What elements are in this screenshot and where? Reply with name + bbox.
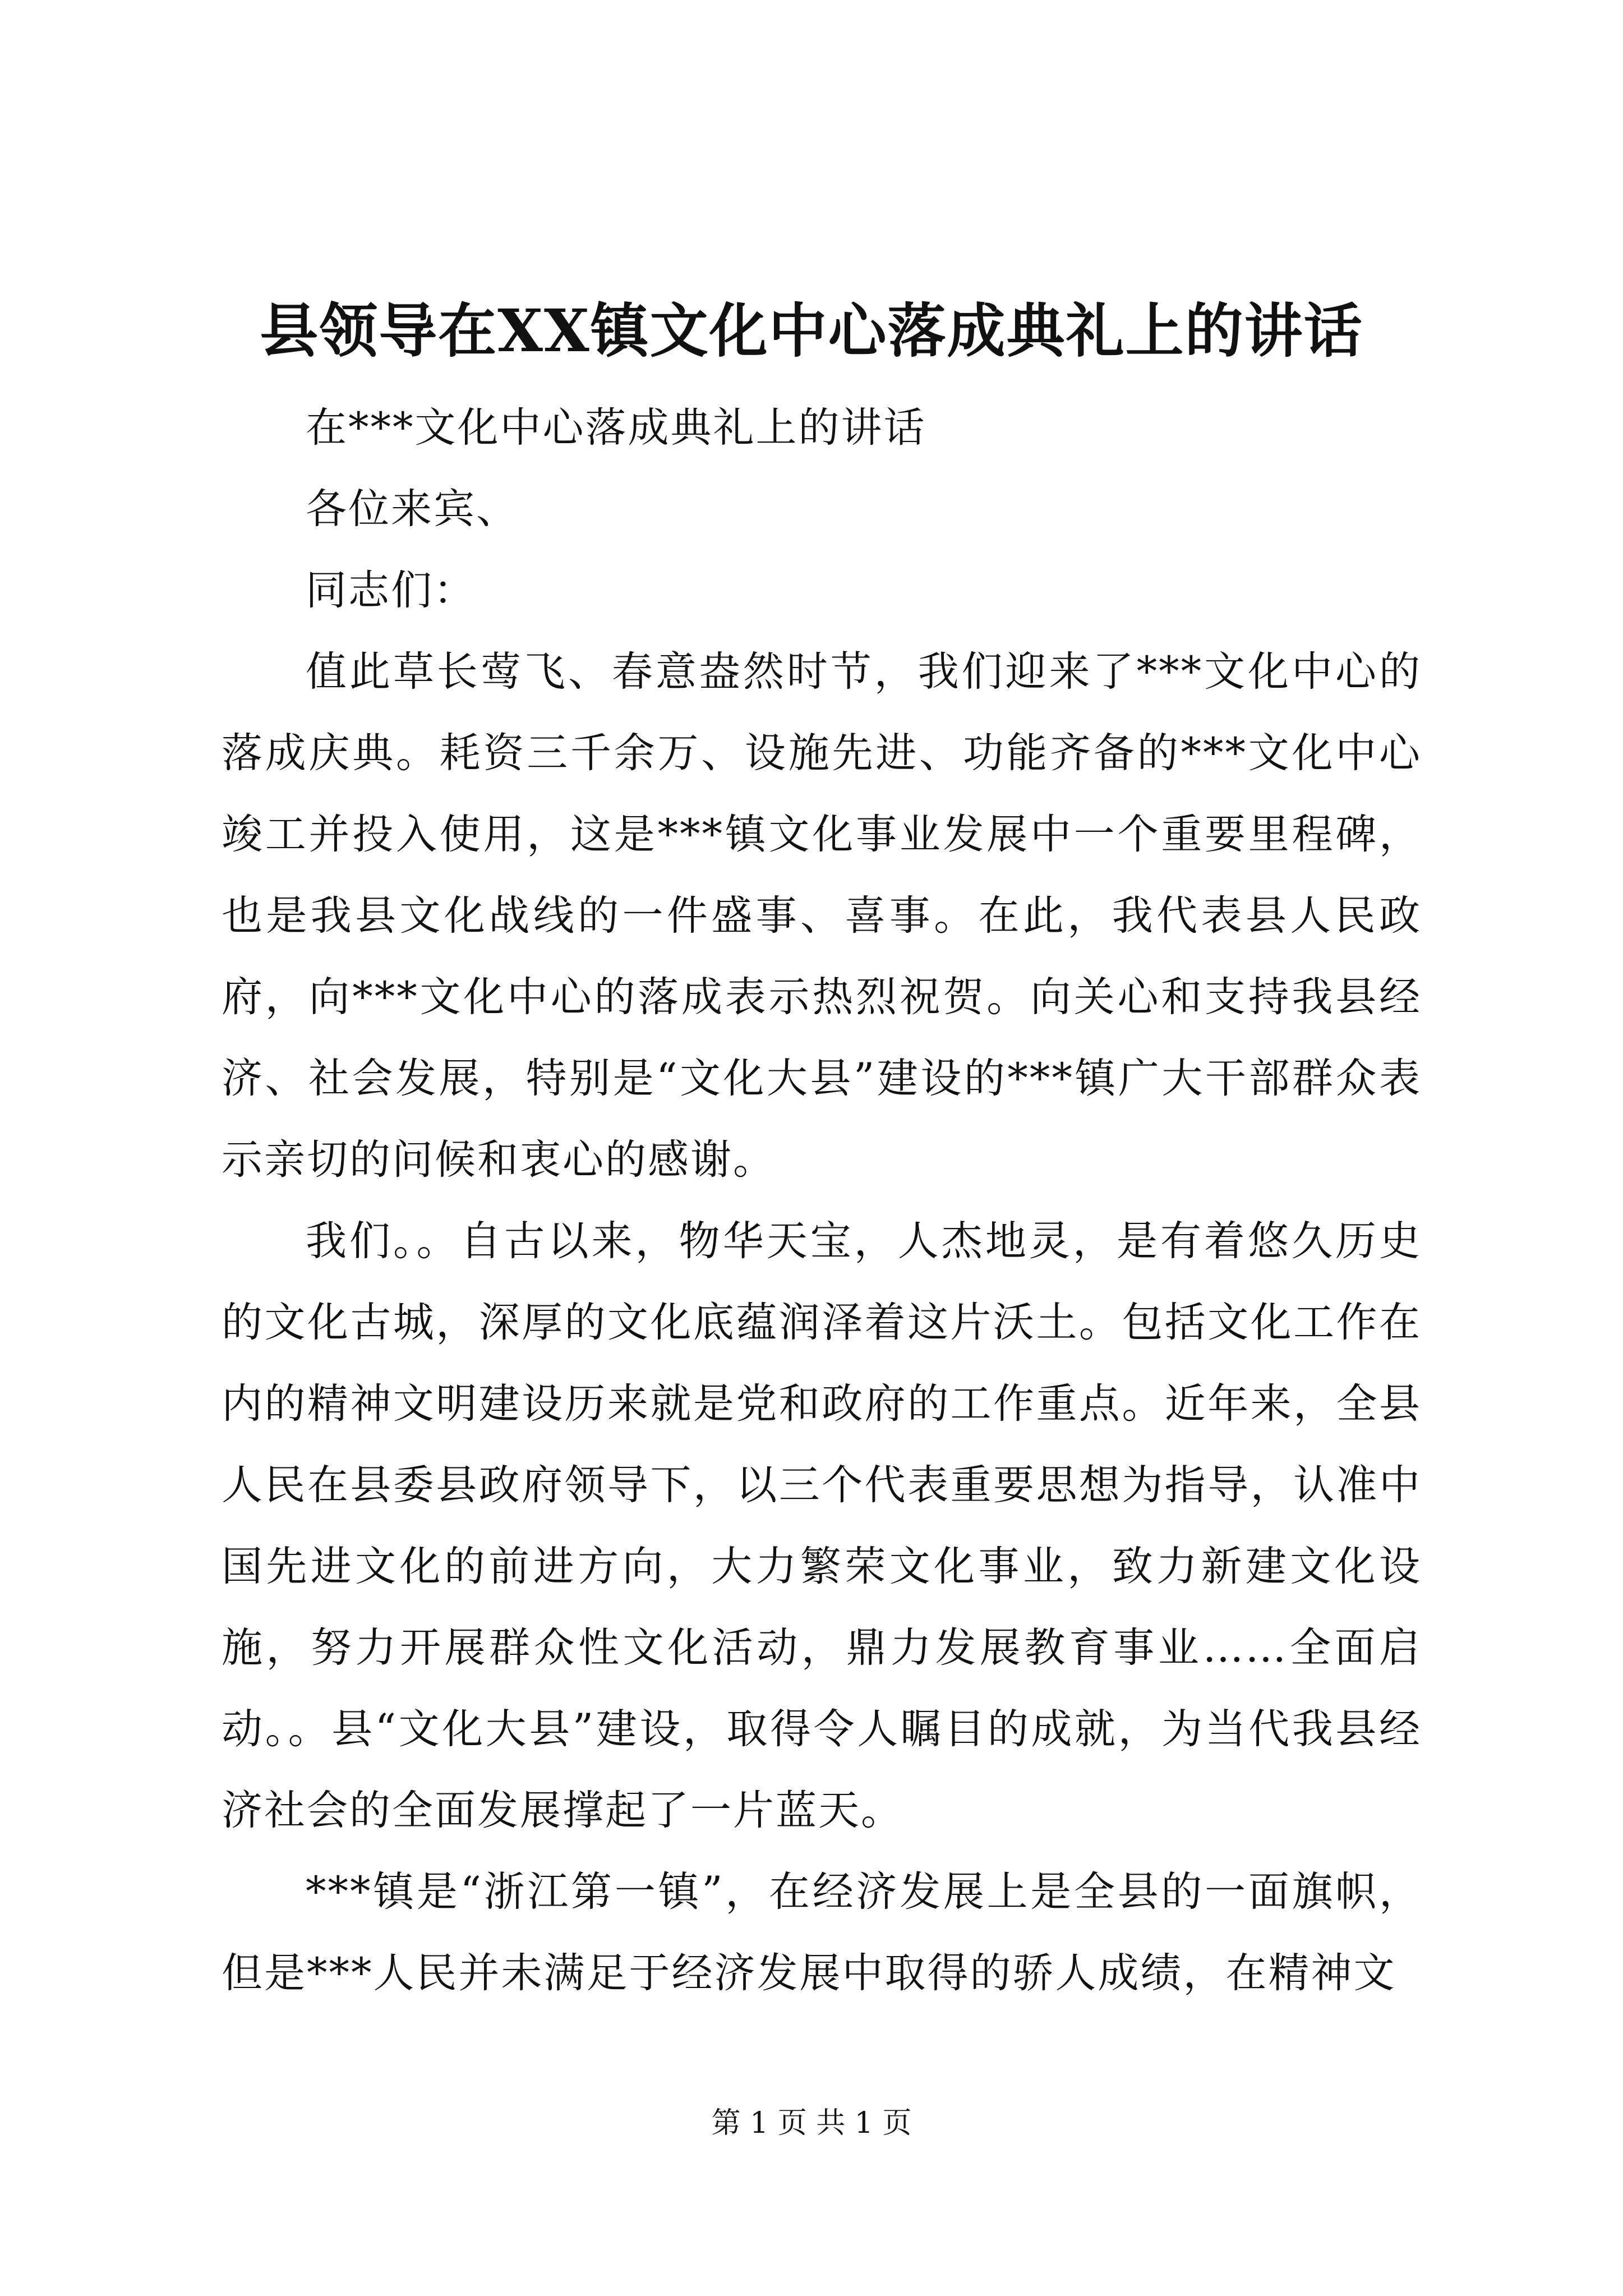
paragraph-greeting-guests: 各位来宾、 [306,485,519,533]
paragraph-county-history: 我们。。自古以来，物华天宝，人杰地灵，是有着悠久历史的文化古城，深厚的文化底蕴润泽着这片沃土。包括文化工作在内的精神文明建设历来就是党和政府的工作重点。近年来，全县人民在县委县政府领导下，以三个代表重要思想为指导，认准中国先进文化的前进方向，大力繁荣文化事业，致力新建文化设施，努力开展群众性文化活动，鼎力发展教育事业……全面启动。。县“文化大县”建设，取得令人瞩目的成就，为当代我县经济社会的全面发展撑起了一片蓝天。 [222,1217,1422,1834]
document-body [222,387,1422,2014]
paragraph-town-flagship: ***镇是“浙江第一镇”，在经济发展上是全县的一面旗帜，但是***人民并未满足于经济发展中取得的骄人成绩，在精神文 [222,1868,1422,1997]
paragraph-congratulations: 值此草长莺飞、春意盎然时节，我们迎来了***文化中心的落成庆典。耗资三千余万、设施先进、功能齐备的***文化中心竣工并投入使用，这是***镇文化事业发展中一个重要里程碑，也是我县文化战线的一件盛事、喜事。在此，我代表县人民政府，向***文化中心的落成表示热烈祝贺。向关心和支持我县经济、社会发展，特别是“文化大县”建设的***镇广大干部群众表示亲切的问候和衷心的感谢。 [222,648,1422,1184]
paragraph-subtitle: 在***文化中心落成典礼上的讲话 [306,404,926,452]
document-title: 县领导在XX镇文化中心落成典礼上的讲话 [260,296,1363,365]
paragraph-greeting-comrades: 同志们： [306,567,476,614]
page-number-footer: 第 1 页 共 1 页 [711,2106,912,2140]
